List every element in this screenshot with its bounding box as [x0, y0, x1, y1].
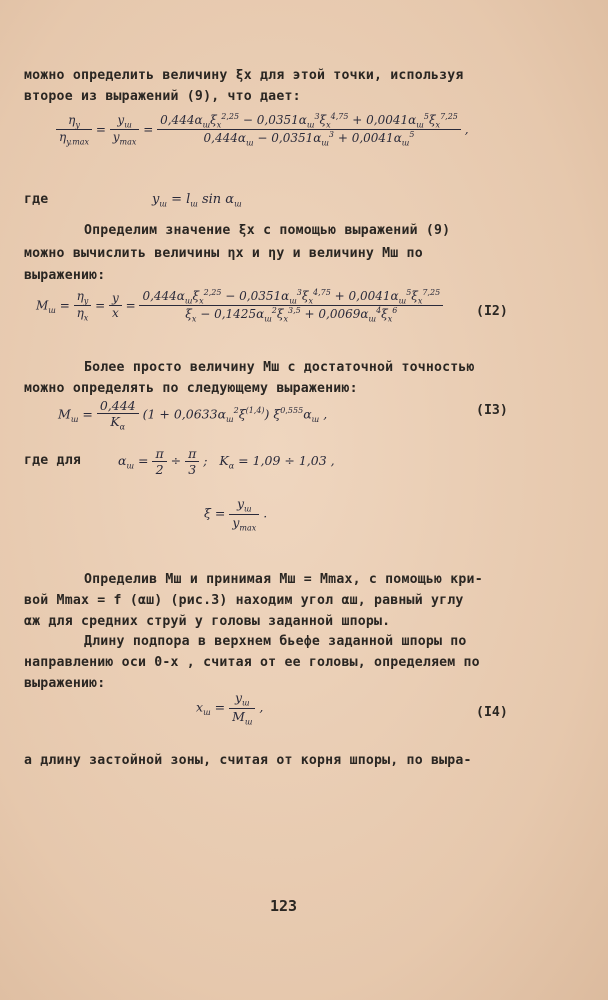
text-line: выражению:	[24, 676, 106, 691]
text-line: Определив Mш и принимая Mш = Mmax, с помощью кри-	[84, 572, 483, 587]
equation-4: $M_ш$ = $\frac{0,444}{K_\alpha}$ $(1 + 0,0633\alpha_ш^2\xi^{(1,4)})$ $\xi^{0,555}\alpha_ш$ ,	[58, 398, 328, 432]
text-line: αж для средних струй у головы заданной шпоры.	[24, 614, 391, 629]
page-number: 123	[270, 897, 298, 915]
equation-number: (I3)	[476, 403, 508, 418]
equation-1: $\frac{\eta_y}{\eta_{y.max}}$ = $\frac{y_ш}{y_{max}}$ = $\frac{0,444\alpha_ш\xi_x^{2,25} - 0,0351\alpha_ш^3\xi_x^{4,75} + 0,0041\alpha_ш^5\xi_x^{7,25}}{0,444\alpha_ш - 0,0351\alpha_ш^3 + 0,0041\alpha_ш^5}$ ,	[56, 112, 469, 148]
equation-3: $M_ш$ = $\frac{\eta_y}{\eta_x}$ = $\frac{y}{x}$ = $\frac{0,444\alpha_ш\xi_x^{2,25} - 0,0351\alpha_ш^3\xi_x^{4,75} + 0,0041\alpha_ш^5\xi_x^{7,25}}{\xi_x - 0,1425\alpha_ш^2\xi_x^{3,5} + 0,0069\alpha_ш^4\xi_x^6}$	[36, 288, 443, 324]
text-line: Определим значение ξx с помощью выражений (9)	[84, 223, 451, 238]
equation-5: $\alpha_ш$ = $\frac{\pi}{2}$ ÷ $\frac{\pi}{3}$ ; $K_\alpha = 1,09 \div 1,03$ ,	[118, 446, 335, 477]
text-line: можно вычислить величины ηx и ηy и величину Mш по	[24, 246, 423, 261]
text-line: а длину застойной зоны, считая от корня шпоры, по выра-	[24, 753, 472, 768]
text-line: выражению:	[24, 268, 106, 283]
text-line: второе из выражений (9), что дает:	[24, 89, 301, 104]
text-line: Длину подпора в верхнем бьефе заданной шпоры по	[84, 634, 467, 649]
text-line: можно определить величину ξx для этой точки, используя	[24, 68, 464, 83]
text-line: вой Mmax = f (αш) (рис.3) находим угол αш, равный углу	[24, 593, 464, 608]
text-line: где для	[24, 453, 81, 468]
equation-number: (I2)	[476, 304, 508, 319]
text-line: где	[24, 192, 49, 207]
text-line: направлению оси 0-x , считая от ее головы, определяем по	[24, 655, 480, 670]
text-line: Более просто величину Mш с достаточной точностью	[84, 360, 475, 375]
equation-7: $x_ш$ = $\frac{y_ш}{M_ш}$ ,	[196, 690, 264, 726]
equation-6: ξ = $\frac{y_ш}{y_{max}}$ .	[204, 496, 268, 532]
text-line: можно определять по следующему выражению:	[24, 381, 358, 396]
equation-number: (I4)	[476, 705, 508, 720]
equation-2: $y_ш = l_ш$ $\sin \alpha_ш$	[152, 192, 242, 209]
